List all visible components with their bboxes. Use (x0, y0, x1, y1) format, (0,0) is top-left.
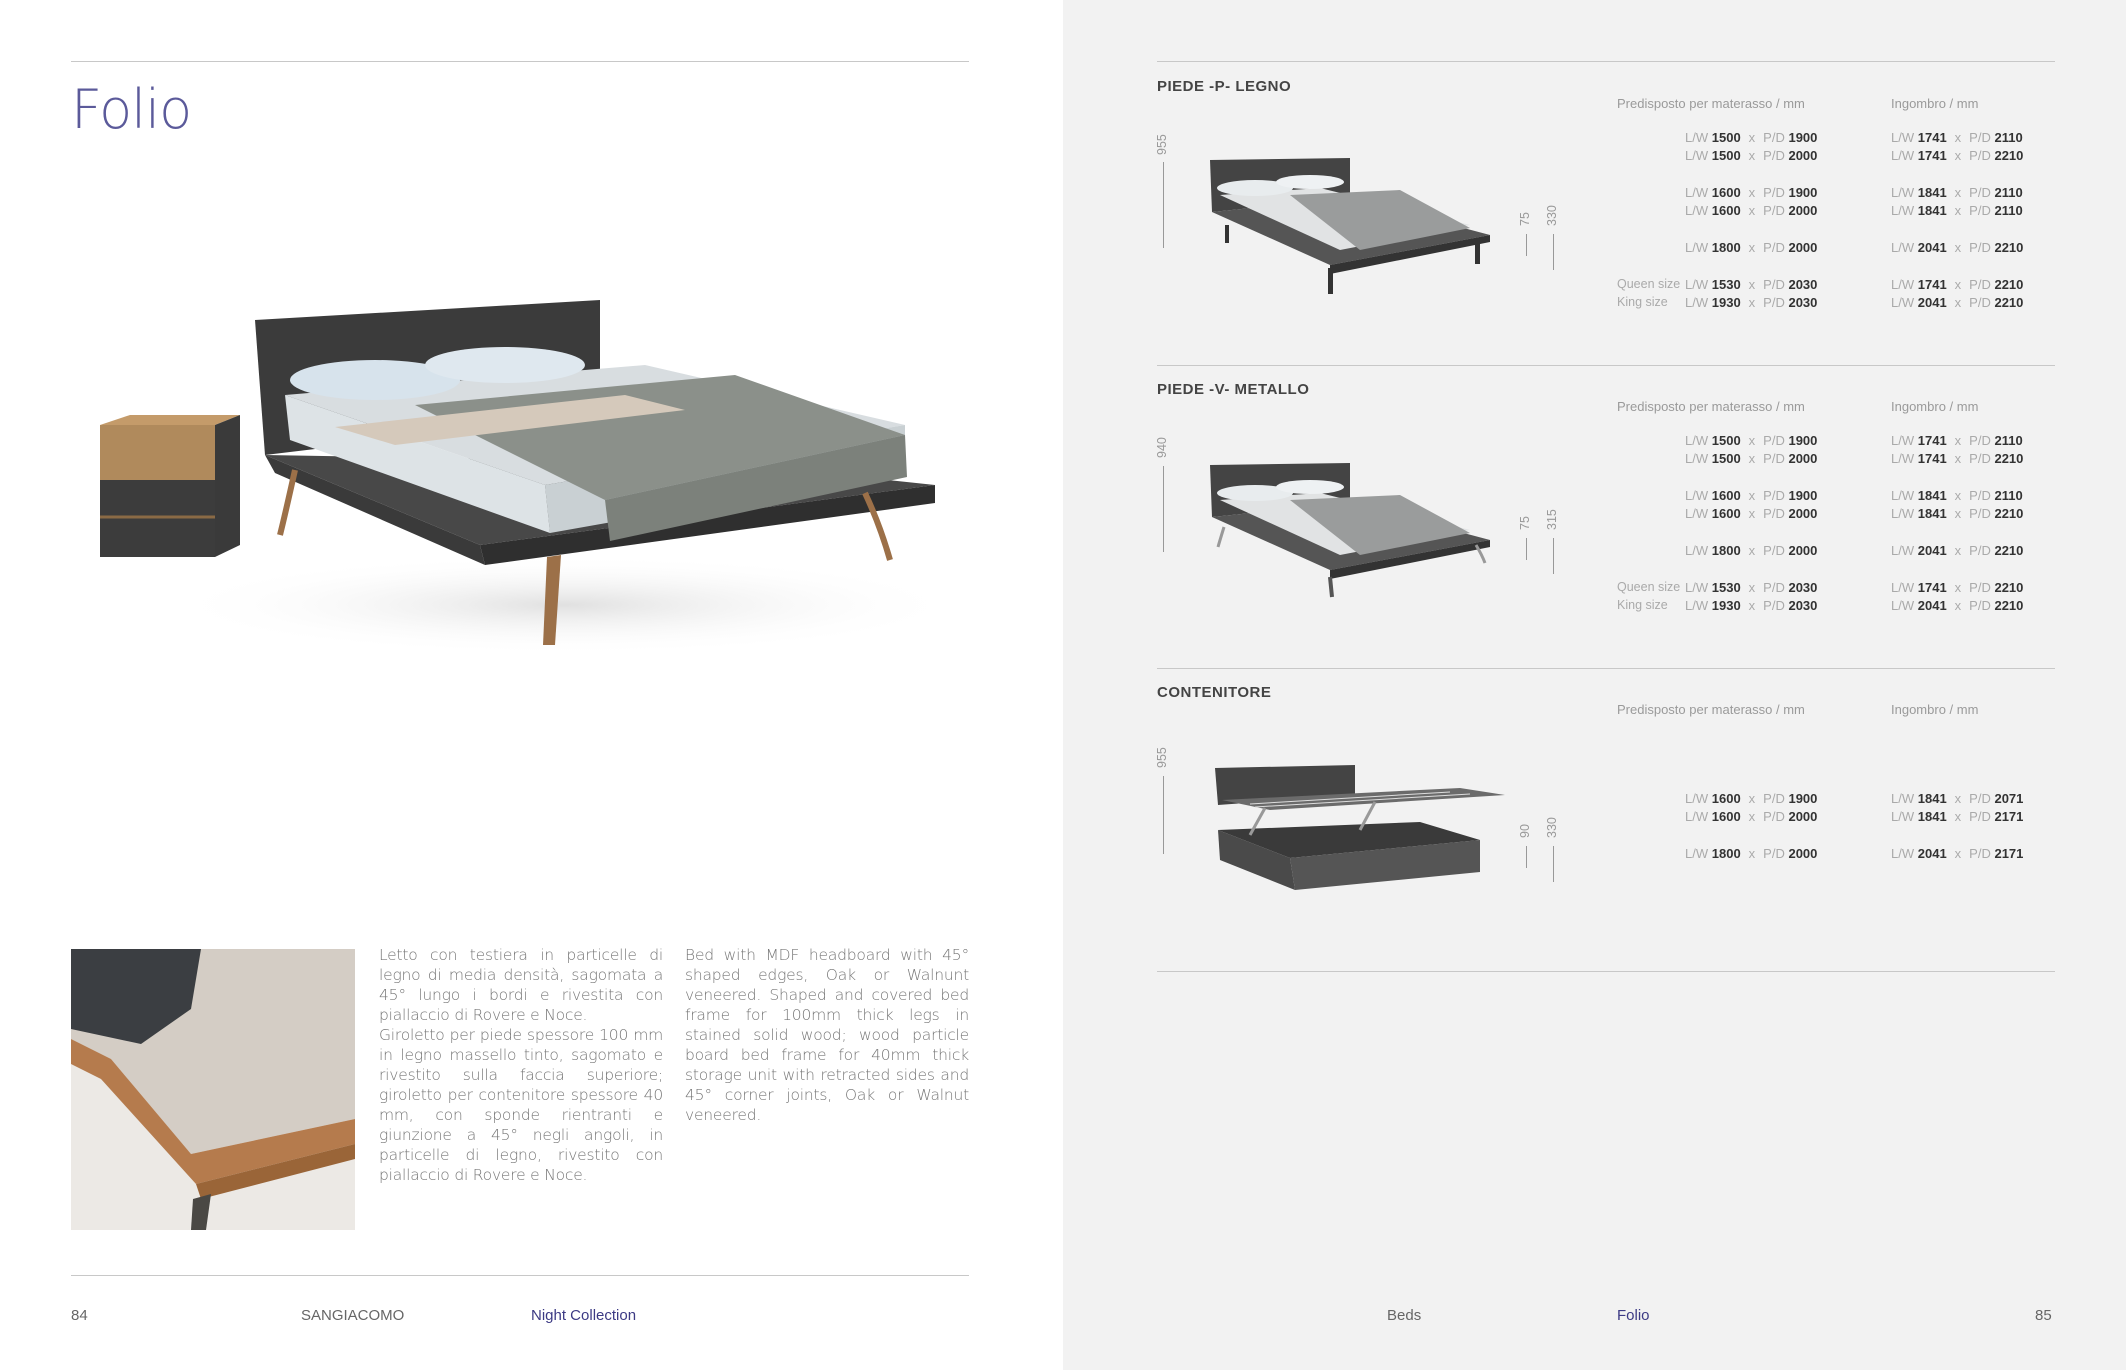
mattress-header: Predisposto per materasso / mm (1617, 96, 1805, 111)
lw-value: 2041 (1917, 543, 1947, 558)
lw-value: 1841 (1917, 791, 1947, 806)
pd-value: 2000 (1788, 148, 1818, 163)
pd-key: P/D (1969, 506, 1991, 521)
lw-value: 2041 (1917, 846, 1947, 861)
bed-image-metal-leg (1200, 455, 1500, 605)
lw-value: 2041 (1917, 240, 1947, 255)
bed-image-wood-leg (1200, 150, 1500, 300)
pd-value: 2000 (1788, 809, 1818, 824)
pd-key: P/D (1969, 295, 1991, 310)
bed-height-dim-line-2 (1553, 538, 1554, 574)
overall-size-row (1891, 543, 2023, 558)
pd-value: 2030 (1788, 277, 1818, 292)
x-sep: x (1748, 488, 1756, 503)
lw-value: 1600 (1711, 506, 1741, 521)
lw-value: 1500 (1711, 433, 1741, 448)
overall-size-row (1891, 240, 2023, 255)
lw-value: 1841 (1917, 185, 1947, 200)
lw-key: L/W (1891, 277, 1915, 292)
section-title-contenitore: CONTENITORE (1157, 684, 1272, 701)
x-sep: x (1748, 148, 1756, 163)
mattress-size-row (1685, 130, 1817, 145)
top-rule (71, 61, 969, 62)
x-sep: x (1954, 148, 1962, 163)
pd-key: P/D (1763, 185, 1785, 200)
overall-size-row (1891, 846, 2023, 861)
pd-value: 2210 (1994, 295, 2024, 310)
section-rule-4 (1157, 971, 2055, 972)
x-sep: x (1748, 295, 1756, 310)
mattress-size-row (1685, 433, 1817, 448)
pd-key: P/D (1763, 451, 1785, 466)
pd-value: 2030 (1788, 598, 1818, 613)
lw-key: L/W (1685, 295, 1709, 310)
lw-key: L/W (1685, 451, 1709, 466)
overall-size-row (1891, 185, 2023, 200)
pd-value: 1900 (1788, 433, 1818, 448)
mattress-size-row (1685, 791, 1817, 806)
pd-key: P/D (1969, 809, 1991, 824)
pd-value: 2210 (1994, 148, 2024, 163)
mattress-size-row (1685, 203, 1817, 218)
pd-value: 2171 (1994, 809, 2024, 824)
overall-size-row (1891, 791, 2023, 806)
pd-value: 2110 (1994, 488, 2023, 503)
x-sep: x (1954, 846, 1962, 861)
mattress-header-2: Predisposto per materasso / mm (1617, 399, 1805, 414)
lw-value: 1500 (1711, 130, 1741, 145)
lw-key: L/W (1891, 580, 1915, 595)
lw-key: L/W (1685, 148, 1709, 163)
x-sep: x (1954, 130, 1962, 145)
lw-value: 1741 (1917, 451, 1947, 466)
pd-value: 2030 (1788, 580, 1818, 595)
pd-value: 2071 (1994, 791, 2024, 806)
pd-key: P/D (1969, 185, 1991, 200)
x-sep: x (1954, 203, 1962, 218)
x-sep: x (1954, 433, 1962, 448)
lw-value: 1841 (1917, 203, 1947, 218)
pd-value: 2000 (1788, 543, 1818, 558)
lw-value: 1600 (1711, 488, 1741, 503)
lw-key: L/W (1685, 846, 1709, 861)
overall-size-row (1891, 277, 2023, 292)
pd-key: P/D (1969, 148, 1991, 163)
x-sep: x (1748, 451, 1756, 466)
description-english: Bed with MDF headboard with 45° shaped edges, Oak or Walnunt veneered. Shaped and covered bed frame for 100mm thick legs in stained solid wood; wood particle board bed frame for 40mm thick storage unit with retracted sides and 45° corner joints, Oak or Walnut veneered. (685, 946, 969, 1124)
x-sep: x (1954, 791, 1962, 806)
height-dim-line-3 (1163, 776, 1164, 854)
bed-height-dim-line-3 (1553, 846, 1554, 882)
pd-value: 2210 (1994, 598, 2024, 613)
bed-image-storage (1210, 760, 1510, 910)
pd-key: P/D (1969, 598, 1991, 613)
pd-key: P/D (1763, 506, 1785, 521)
mattress-size-row (1685, 277, 1817, 292)
lw-key: L/W (1891, 598, 1915, 613)
frame-dim-label: 75 (1518, 212, 1532, 226)
section-title-piede-p: PIEDE -P- LEGNO (1157, 78, 1292, 95)
lw-value: 1741 (1917, 580, 1947, 595)
bed-height-dim-label-3: 330 (1545, 817, 1559, 838)
lw-value: 1841 (1917, 506, 1947, 521)
pd-key: P/D (1763, 203, 1785, 218)
product-name: Folio (1617, 1307, 1650, 1324)
lw-key: L/W (1891, 148, 1915, 163)
x-sep: x (1954, 295, 1962, 310)
x-sep: x (1954, 240, 1962, 255)
pd-key: P/D (1763, 846, 1785, 861)
x-sep: x (1748, 598, 1756, 613)
x-sep: x (1748, 543, 1756, 558)
mattress-size-row (1685, 148, 1817, 163)
overall-size-row (1891, 809, 2023, 824)
lw-value: 1800 (1711, 543, 1741, 558)
lw-key: L/W (1685, 791, 1709, 806)
height-dim-label: 955 (1155, 134, 1169, 155)
pd-key: P/D (1969, 130, 1991, 145)
lw-value: 1600 (1711, 203, 1741, 218)
frame-dim-label-3: 90 (1518, 824, 1532, 838)
lw-key: L/W (1891, 506, 1915, 521)
mattress-size-row (1685, 580, 1817, 595)
overall-size-row (1891, 506, 2023, 521)
mattress-size-row (1685, 506, 1817, 521)
page-number-left: 84 (71, 1307, 88, 1324)
lw-value: 1500 (1711, 148, 1741, 163)
height-dim-line (1163, 162, 1164, 248)
overall-size-row (1891, 148, 2023, 163)
x-sep: x (1748, 240, 1756, 255)
lw-value: 1500 (1711, 451, 1741, 466)
lw-key: L/W (1685, 506, 1709, 521)
mattress-header-3: Predisposto per materasso / mm (1617, 702, 1805, 717)
lw-value: 1600 (1711, 809, 1741, 824)
queen-size-label-2: Queen size (1617, 580, 1681, 594)
pd-value: 1900 (1788, 130, 1818, 145)
pd-value: 2110 (1994, 130, 2023, 145)
queen-size-label-1: Queen size (1617, 277, 1681, 291)
pd-value: 2110 (1994, 185, 2023, 200)
lw-value: 1741 (1917, 277, 1947, 292)
frame-dim-label-2: 75 (1518, 516, 1532, 530)
mattress-size-row (1685, 295, 1817, 310)
x-sep: x (1748, 203, 1756, 218)
pd-key: P/D (1969, 543, 1991, 558)
pd-value: 2000 (1788, 846, 1818, 861)
x-sep: x (1954, 580, 1962, 595)
pd-key: P/D (1969, 433, 1991, 448)
lw-key: L/W (1891, 240, 1915, 255)
lw-key: L/W (1685, 809, 1709, 824)
lw-key: L/W (1891, 433, 1915, 448)
lw-key: L/W (1685, 240, 1709, 255)
x-sep: x (1748, 846, 1756, 861)
lw-key: L/W (1685, 185, 1709, 200)
x-sep: x (1748, 506, 1756, 521)
overall-size-row (1891, 598, 2023, 613)
category-name: Beds (1387, 1307, 1422, 1324)
brand-name: SANGIACOMO (301, 1307, 405, 1324)
mattress-size-row (1685, 598, 1817, 613)
x-sep: x (1748, 185, 1756, 200)
lw-value: 2041 (1917, 295, 1947, 310)
lw-value: 1741 (1917, 148, 1947, 163)
lw-value: 1530 (1711, 580, 1741, 595)
pd-value: 2210 (1994, 451, 2024, 466)
x-sep: x (1748, 130, 1756, 145)
x-sep: x (1954, 451, 1962, 466)
pd-value: 2000 (1788, 203, 1818, 218)
overall-header-2: Ingombro / mm (1891, 399, 1979, 414)
king-size-label-2: King size (1617, 598, 1668, 612)
lw-value: 1600 (1711, 791, 1741, 806)
overall-size-row (1891, 130, 2023, 145)
pd-value: 2210 (1994, 277, 2024, 292)
pd-value: 2000 (1788, 240, 1818, 255)
x-sep: x (1748, 580, 1756, 595)
pd-value: 2110 (1994, 203, 2023, 218)
king-size-label-1: King size (1617, 295, 1668, 309)
pd-value: 2210 (1994, 506, 2024, 521)
lw-value: 1800 (1711, 240, 1741, 255)
x-sep: x (1954, 506, 1962, 521)
lw-key: L/W (1685, 277, 1709, 292)
overall-size-row (1891, 295, 2023, 310)
overall-size-row (1891, 433, 2023, 448)
lw-key: L/W (1685, 203, 1709, 218)
overall-size-row (1891, 203, 2023, 218)
frame-dim-line-2 (1526, 538, 1527, 560)
lw-value: 1930 (1711, 295, 1741, 310)
lw-key: L/W (1685, 598, 1709, 613)
pd-value: 2171 (1994, 846, 2024, 861)
pd-key: P/D (1969, 846, 1991, 861)
lw-value: 1841 (1917, 488, 1947, 503)
pd-key: P/D (1763, 277, 1785, 292)
lw-key: L/W (1685, 130, 1709, 145)
pd-key: P/D (1763, 295, 1785, 310)
pd-key: P/D (1969, 580, 1991, 595)
pd-key: P/D (1763, 130, 1785, 145)
lw-key: L/W (1891, 295, 1915, 310)
pd-value: 2110 (1994, 433, 2023, 448)
x-sep: x (1954, 277, 1962, 292)
detail-thumbnail-image (71, 949, 355, 1230)
pd-key: P/D (1969, 451, 1991, 466)
page-title: Folio (71, 78, 192, 141)
lw-value: 1741 (1917, 130, 1947, 145)
footer-rule-left (71, 1275, 969, 1276)
pd-value: 2030 (1788, 295, 1818, 310)
mattress-size-row (1685, 488, 1817, 503)
height-dim-label-3: 955 (1155, 747, 1169, 768)
pd-value: 2000 (1788, 451, 1818, 466)
overall-size-row (1891, 488, 2023, 503)
lw-key: L/W (1891, 791, 1915, 806)
lw-key: L/W (1891, 809, 1915, 824)
pd-key: P/D (1763, 433, 1785, 448)
height-dim-line-2 (1163, 466, 1164, 552)
lw-key: L/W (1891, 130, 1915, 145)
lw-value: 1841 (1917, 809, 1947, 824)
pd-key: P/D (1969, 488, 1991, 503)
mattress-size-row (1685, 809, 1817, 824)
x-sep: x (1748, 433, 1756, 448)
section-rule-2 (1157, 365, 2055, 366)
lw-key: L/W (1891, 185, 1915, 200)
page-number-right: 85 (2035, 1307, 2052, 1324)
lw-key: L/W (1685, 488, 1709, 503)
lw-key: L/W (1685, 543, 1709, 558)
bed-height-dim-label-2: 315 (1545, 509, 1559, 530)
lw-key: L/W (1891, 846, 1915, 861)
pd-key: P/D (1763, 148, 1785, 163)
mattress-size-row (1685, 185, 1817, 200)
mattress-size-row (1685, 240, 1817, 255)
mattress-size-row (1685, 846, 1817, 861)
description-it-paragraph-1: Letto con testiera in particelle di legno di media densità, sagomata a 45° lungo i bordi e rivestita con piallaccio di Rovere e Noce. (379, 946, 663, 1024)
lw-value: 1800 (1711, 846, 1741, 861)
x-sep: x (1748, 277, 1756, 292)
x-sep: x (1954, 598, 1962, 613)
pd-value: 2210 (1994, 240, 2024, 255)
x-sep: x (1748, 809, 1756, 824)
lw-value: 1930 (1711, 598, 1741, 613)
x-sep: x (1748, 791, 1756, 806)
overall-size-row (1891, 580, 2023, 595)
x-sep: x (1954, 185, 1962, 200)
collection-name: Night Collection (531, 1307, 637, 1324)
lw-value: 1741 (1917, 433, 1947, 448)
pd-key: P/D (1763, 240, 1785, 255)
lw-key: L/W (1891, 543, 1915, 558)
pd-value: 1900 (1788, 185, 1818, 200)
bed-height-dim-line (1553, 234, 1554, 270)
pd-key: P/D (1969, 203, 1991, 218)
pd-value: 2210 (1994, 543, 2024, 558)
section-rule-3 (1157, 668, 2055, 669)
lw-key: L/W (1891, 488, 1915, 503)
bed-height-dim-label: 330 (1545, 205, 1559, 226)
hero-bed-image (85, 245, 965, 685)
mattress-size-row (1685, 451, 1817, 466)
lw-key: L/W (1891, 451, 1915, 466)
x-sep: x (1954, 488, 1962, 503)
pd-key: P/D (1763, 580, 1785, 595)
pd-key: P/D (1763, 809, 1785, 824)
overall-size-row (1891, 451, 2023, 466)
frame-dim-line (1526, 234, 1527, 256)
lw-key: L/W (1685, 433, 1709, 448)
pd-value: 2000 (1788, 506, 1818, 521)
x-sep: x (1954, 809, 1962, 824)
pd-key: P/D (1763, 488, 1785, 503)
pd-value: 1900 (1788, 488, 1818, 503)
lw-value: 1530 (1711, 277, 1741, 292)
pd-key: P/D (1969, 791, 1991, 806)
lw-value: 2041 (1917, 598, 1947, 613)
lw-key: L/W (1685, 580, 1709, 595)
overall-header: Ingombro / mm (1891, 96, 1979, 111)
description-italian (379, 945, 663, 1185)
frame-dim-line-3 (1526, 846, 1527, 868)
pd-key: P/D (1763, 598, 1785, 613)
pd-key: P/D (1763, 791, 1785, 806)
pd-value: 1900 (1788, 791, 1818, 806)
lw-value: 1600 (1711, 185, 1741, 200)
overall-header-3: Ingombro / mm (1891, 702, 1979, 717)
lw-key: L/W (1891, 203, 1915, 218)
section-rule-1 (1157, 61, 2055, 62)
pd-key: P/D (1969, 240, 1991, 255)
pd-value: 2210 (1994, 580, 2024, 595)
mattress-size-row (1685, 543, 1817, 558)
description-it-paragraph-2: Giroletto per piede spessore 100 mm in legno massello tinto, sagomato e rivestito sulla faccia superiore; giroletto per contenitore spessore 40 mm, con sponde rientranti e giunzione a 45° negli angoli, in particelle di legno, rivestito con piallaccio di Rovere e Noce. (379, 1026, 663, 1184)
height-dim-label-2: 940 (1155, 437, 1169, 458)
x-sep: x (1954, 543, 1962, 558)
pd-key: P/D (1763, 543, 1785, 558)
pd-key: P/D (1969, 277, 1991, 292)
section-title-piede-v: PIEDE -V- METALLO (1157, 381, 1310, 398)
